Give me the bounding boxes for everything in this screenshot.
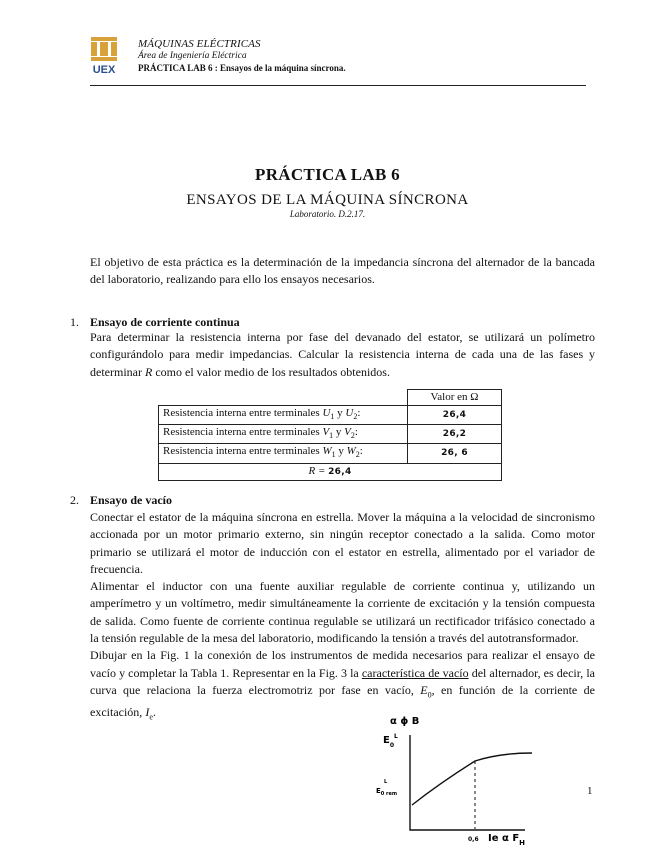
table-row-label: Resistencia interna entre terminales $V_1$ y $V_2$: [159,425,408,444]
intro-paragraph [90,254,595,289]
table-total-row [159,463,502,480]
table-row-value: 26,2 [408,425,502,444]
table-row-value: 26,4 [408,406,502,425]
header-area: Área de Ingeniería Eléctrica [138,51,247,61]
section-2-body [90,509,595,725]
table-header-row [159,390,502,406]
page-subtitle: ENSAYOS DE LA MÁQUINA SÍNCRONA [186,192,469,208]
table-row-label: Resistencia interna entre terminales $W_1$ y $W_2$: [159,444,408,463]
sketch-y-label: $E_0^L$ [383,733,398,749]
section-2-number: 2. [70,493,79,507]
section-1-number: 1. [70,315,79,329]
caracteristica-link: característica de vacío [361,665,469,680]
header-block [138,38,346,74]
lab-location: Laboratorio. D.2.17. [289,209,366,219]
s1-text-a: Para determinar la resistencia interna por fase del devanado del estator, se utilizará un polímetro configurándolo para medir impedancias. Calcular la resistencia interna de cada una de las fases y determinar [90,330,595,379]
s2-paragraph-1: Conectar el estator de la máquina síncrona en estrella. Mover la máquina a la velocidad de sincronismo accionada por un motor primario externo, sin ningún receptor conectado a la salida. Como motor primario se utilizará el motor de inducción con el estator en estrella, alimentado por el variador de frecuencia. [90,510,595,576]
table-row [159,425,502,444]
header-divider [90,85,586,86]
uex-logo [91,37,117,77]
sketch-rem-label: $E_{0 rem}L$ [376,779,398,797]
table-row [159,406,502,425]
header-course: MÁQUINAS ELÉCTRICAS [138,38,261,50]
sketch-curve [412,753,532,805]
s2-paragraph-2: Alimentar el inductor con una fuente auxiliar regulable de corriente continua y, utilizando un amperímetro y un voltímetro, medir simultáneamente la corriente de excitación y la tensión compuesta de salida. Como fuente de corriente continua regulable se utilizará un rectificador trifásico conectado a la tensión regulable de la mesa del laboratorio, modificando la tensión a través del autotransformador. [90,579,595,646]
sketch-x-tick: 0,6 [468,836,479,843]
table-header-value: Valor en Ω [408,390,502,406]
sketch-top-label: α ϕ B [390,716,420,727]
sketch-axes [410,735,525,830]
section-2-title: Ensayo de vacío [90,493,173,507]
page-title: PRÁCTICA LAB 6 [255,165,400,184]
total-label: R = [308,464,329,477]
open-circuit-sketch [370,713,570,848]
s1-var-r: R [144,364,153,379]
logo-text: UEX [92,64,116,76]
section-1-title: Ensayo de corriente continua [90,315,240,329]
header-practice: PRÁCTICA LAB 6 : Ensayos de la máquina síncrona. [138,63,346,73]
intro-text: El objetivo de esta práctica es la determinación de la impedancia síncrona del alternador de la bancada del laboratorio, realizando para ello los ensayos necesarios. [90,255,595,287]
table-row-label: Resistencia interna entre terminales $U_1$ y $U_2$: [159,406,408,425]
section-1-body [90,329,595,381]
s1-text-b: como el valor medio de los resultados obtenidos. [152,364,390,379]
table-row-value: 26, 6 [408,444,502,463]
table-row [159,444,502,463]
table-total [159,463,502,480]
s2-paragraph-3: Dibujar en la Fig. 1 la conexión de los instrumentos de medida necesarios para realizar el ensayo de vacío y completar la Tabla 1. Representar en la Fig. 3 la característica de vacío del alternador, es decir, la curva que relaciona la fuerza electromotriz por fase en vacío, $E_0$, en función de la corriente de excitación, $I_e$. [90,648,596,722]
resistance-table [158,389,502,481]
table-corner [159,390,408,406]
sketch-x-label: Ie α $F_H$ [488,833,526,847]
total-value: 26,4 [328,466,352,477]
page-number: 1 [587,785,593,797]
